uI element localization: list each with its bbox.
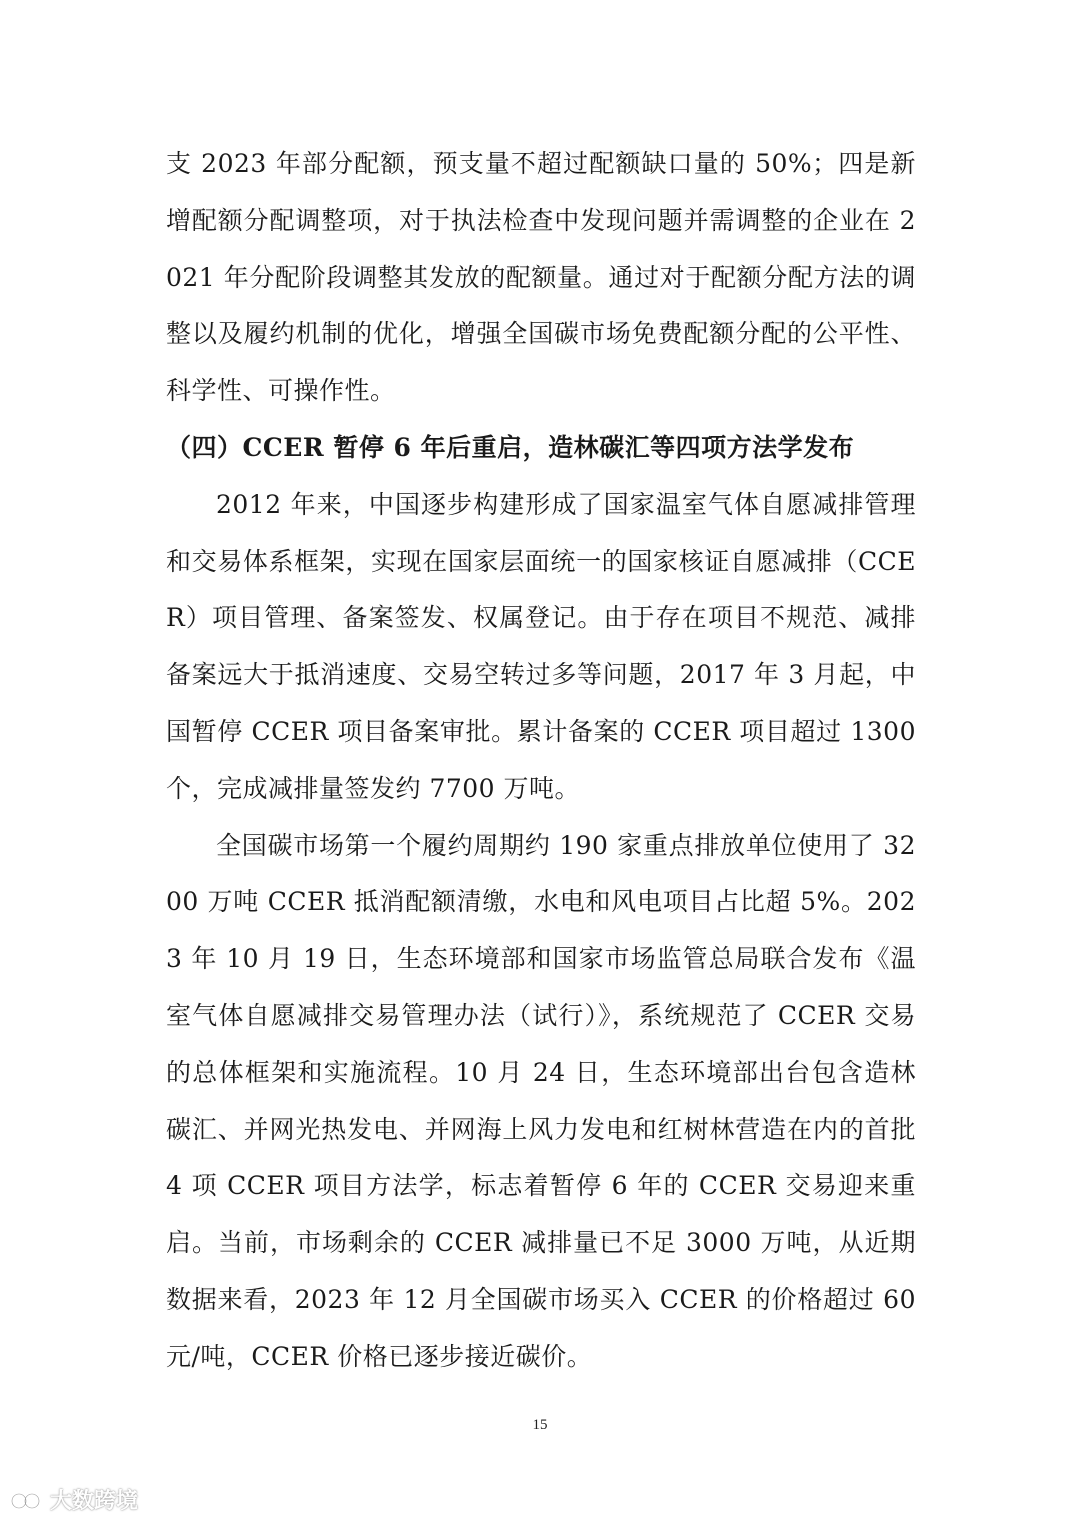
logo-icon [10,1488,44,1512]
paragraph-ccer-restart: 全国碳市场第一个履约周期约 190 家重点排放单位使用了 3200 万吨 CCER 抵消配额清缴，水电和风电项目占比超 5%。2023 年 10 月 19 日，生态环境部和国家市场监管总局联合发布《温室气体自愿减排交易管理办法（试行）》，系统规范了 CCER 交易的总体框架和实施流程。10 月 24 日，生态环境部出台包含造林碳汇、并网光热发电、并网海上风力发电和红树林营造在内的首批 4 项 CCER 项目方法学，标志着暂停 6 年的 CCER 交易迎来重启。当前，市场剩余的 CCER 减排量已不足 3000 万吨，从近期数据来看，2023 年 12 月全国碳市场买入 CCER 的价格超过 60 元/吨，CCER 价格已逐步接近碳价。 [166,830,916,1371]
page-number: 15 [532,1417,548,1433]
section-heading-ccer: （四）CCER 暂停 6 年后重启，造林碳汇等四项方法学发布 [166,432,855,462]
paragraph-ccer-history: 2012 年来，中国逐步构建形成了国家温室气体自愿减排管理和交易体系框架，实现在国家层面统一的国家核证自愿减排（CCER）项目管理、备案签发、权属登记。由于存在项目不规范、减排备案远大于抵消速度、交易空转过多等问题，2017 年 3 月起，中国暂停 CCER 项目备案审批。累计备案的 CCER 项目超过 1300 个，完成减排量签发约 7700 万吨。 [166,489,916,803]
watermark [10,1484,138,1515]
paragraph-allocation-adjustment: 支 2023 年部分配额，预支量不超过配额缺口量的 50%；四是新增配额分配调整项，对于执法检查中发现问题并需调整的企业在 2021 年分配阶段调整其发放的配额量。通过对于配额分配方法的调整以及履约机制的优化，增强全国碳市场免费配额分配的公平性、科学性、可操作性。 [166,149,916,406]
watermark-text: 大数跨境 [50,1489,139,1514]
page-body [166,136,916,1386]
